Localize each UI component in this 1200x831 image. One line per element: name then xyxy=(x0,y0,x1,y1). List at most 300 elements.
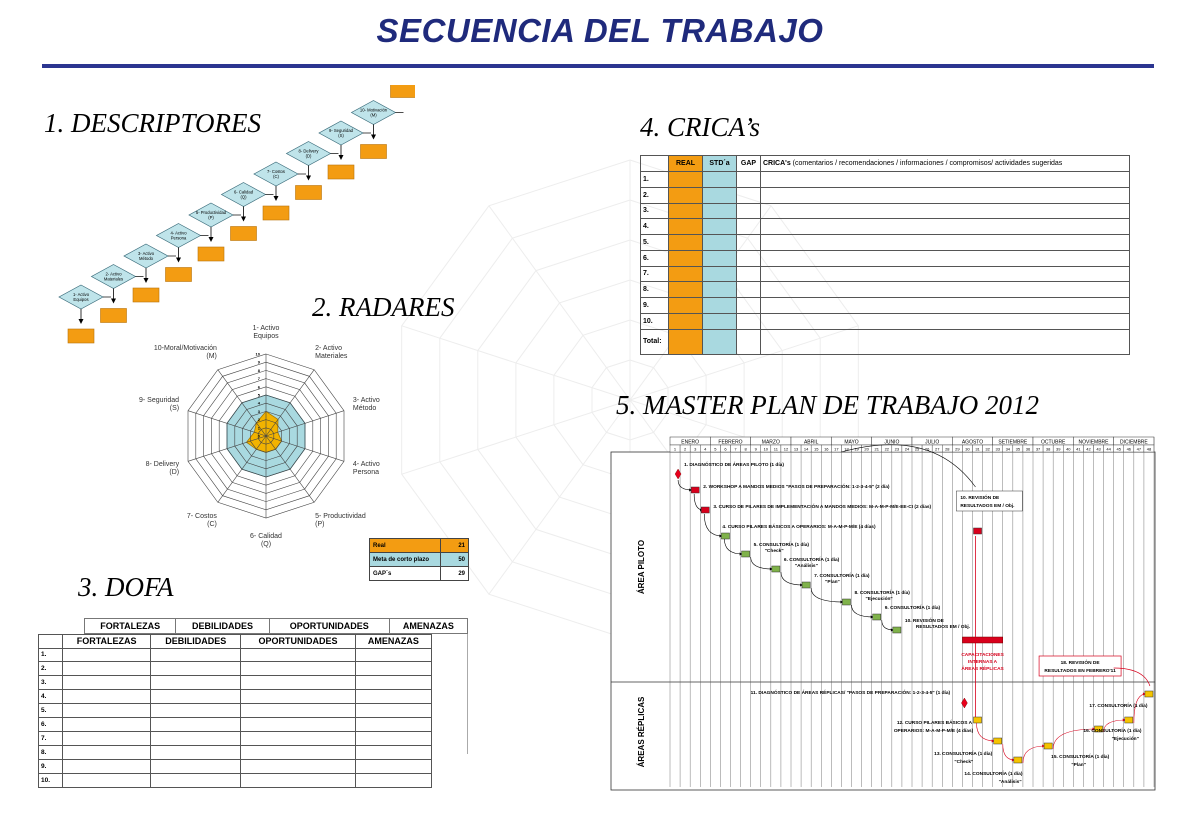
plan-month-label: FEBRERO xyxy=(718,439,743,446)
dofa-table xyxy=(38,634,432,788)
dofa-cell xyxy=(241,676,355,690)
dofa-header: DEBILIDADES xyxy=(151,635,241,649)
crica-cell xyxy=(669,266,703,282)
crica-cell xyxy=(737,203,761,219)
crica-header-comments xyxy=(761,156,1130,172)
crica-cell xyxy=(761,187,1130,203)
title-divider xyxy=(42,64,1154,68)
dofa-cell xyxy=(151,676,241,690)
radar-axis-label-line1: 4- Activo xyxy=(352,461,380,469)
plan-week-number: 34 xyxy=(1005,446,1011,452)
dofa-cell xyxy=(151,746,241,760)
plan-row-label-piloto: ÁREA PILOTO xyxy=(637,539,646,595)
plan-week-number: 36 xyxy=(1025,446,1031,452)
plan-month-label: JUNIO xyxy=(884,439,900,446)
crica-table xyxy=(640,155,1130,355)
crica-cell xyxy=(761,298,1130,314)
crica-cell xyxy=(737,219,761,235)
radar-axis-label-line1: 3- Activo xyxy=(352,396,380,404)
radar-axis-label-line2: Método xyxy=(352,404,377,412)
dofa-row-number: 10. xyxy=(39,773,63,787)
dofa-cell xyxy=(355,746,431,760)
plan-week-number: 23 xyxy=(894,446,900,452)
plan-week-number: 31 xyxy=(975,446,980,452)
descriptor-arrowhead xyxy=(176,258,181,263)
descriptor-label-line1: 3- Activo xyxy=(137,251,155,256)
crica-cell xyxy=(737,298,761,314)
plan-week-number: 5 xyxy=(714,446,717,452)
plan-task-sublabel: "Plan" xyxy=(825,580,840,585)
gap-row-gap xyxy=(370,567,469,581)
radar-axis-label-line2: (Q) xyxy=(260,541,272,548)
dofa-row-number: 5. xyxy=(39,704,63,718)
descriptor-arrowhead xyxy=(79,319,84,324)
descriptor-output-box xyxy=(361,145,387,159)
plan-week-number: 18 xyxy=(844,446,849,452)
radar-tick-label: 3 xyxy=(257,408,260,414)
plan-week-number: 44 xyxy=(1106,446,1111,452)
descriptor-output-box xyxy=(166,268,192,282)
radar-axis-label-line2: (P) xyxy=(315,521,325,529)
dofa-header: FORTALEZAS xyxy=(63,635,151,649)
dofa-cell xyxy=(241,690,355,704)
crica-row xyxy=(641,266,1130,282)
dofa-row xyxy=(39,704,432,718)
crica-cell xyxy=(737,172,761,188)
plan-week-number: 40 xyxy=(1066,446,1071,452)
radar-axis-label-line2: Persona xyxy=(352,469,379,477)
plan-week-number: 2 xyxy=(684,446,687,452)
crica-cell xyxy=(669,187,703,203)
radar-tick-label: 0 xyxy=(257,433,260,439)
dofa-cell xyxy=(151,662,241,676)
plan-capacitaciones-line2: INTERNAS A xyxy=(968,660,998,665)
plan-week-number: 27 xyxy=(934,446,940,452)
crica-row-label: 3. xyxy=(641,203,669,219)
dofa-cell xyxy=(355,704,431,718)
plan-task-label: 2. WORKSHOP A MANDOS MEDIOS "PASOS DE PREPARACIÓN: 1-2-3-4-5" (2 día) xyxy=(703,485,890,490)
dofa-cell xyxy=(241,704,355,718)
plan-bar-red xyxy=(701,507,709,513)
gap-row-meta xyxy=(370,553,469,567)
dofa-cell xyxy=(355,690,431,704)
dofa-cell xyxy=(151,760,241,774)
plan-week-number: 17 xyxy=(834,446,839,452)
plan-week-number: 1 xyxy=(673,446,677,452)
plan-week-number: 21 xyxy=(874,446,879,452)
plan-week-number: 16 xyxy=(824,446,829,452)
dofa-row xyxy=(39,718,432,732)
crica-cell xyxy=(761,203,1130,219)
radar-axis-label-line2: (D) xyxy=(169,469,180,477)
plan-week-number: 33 xyxy=(995,446,1000,452)
dofa-cell xyxy=(241,662,355,676)
master-plan-gantt xyxy=(610,432,1156,792)
dofa-cell xyxy=(63,648,151,662)
section-master-plan-title: 5. MASTER PLAN DE TRABAJO 2012 xyxy=(616,390,1039,420)
dofa-cell xyxy=(63,732,151,746)
plan-bar-capacitaciones xyxy=(962,637,1002,643)
plan-task-sublabel: "Check" xyxy=(954,760,974,765)
crica-header-comments-bold: CRICA's xyxy=(763,160,791,167)
plan-bar-green xyxy=(873,614,881,620)
radar-tick-label: 10 xyxy=(255,351,260,357)
section-cricas-title: 4. CRICA’s xyxy=(640,112,761,142)
plan-week-number: 12 xyxy=(783,446,789,452)
plan-month-label: OCTUBRE xyxy=(1040,439,1066,446)
dofa-row-number: 1. xyxy=(39,648,63,662)
crica-row xyxy=(641,282,1130,298)
plan-week-number: 47 xyxy=(1136,446,1142,452)
dofa-row xyxy=(39,676,432,690)
dofa-cell xyxy=(355,760,431,774)
dofa-row xyxy=(39,690,432,704)
plan-task-sublabel: RESULTADOS EM / Obj. xyxy=(915,625,971,630)
gap-value: 50 xyxy=(441,553,469,567)
crica-row-label: 4. xyxy=(641,219,669,235)
descriptor-label-line2: (M) xyxy=(370,112,377,118)
crica-cell xyxy=(703,266,737,282)
descriptor-output-box xyxy=(133,288,159,302)
descriptor-label-line2: Materiales xyxy=(103,276,124,282)
crica-cell xyxy=(703,203,737,219)
plan-week-number: 45 xyxy=(1116,446,1121,452)
dofa-row xyxy=(39,760,432,774)
gap-label: Real xyxy=(370,539,441,553)
dofa-cell xyxy=(241,718,355,732)
crica-cell xyxy=(737,250,761,266)
crica-row xyxy=(641,172,1130,188)
dofa-header: AMENAZAS xyxy=(355,635,431,649)
dofa-cell xyxy=(355,662,431,676)
plan-task-label: 12. CURSO PILARES BÁSICOS A xyxy=(896,721,973,726)
plan-task-label: 10. REVISIÓN DE xyxy=(904,619,944,624)
descriptor-label-line2: (P) xyxy=(208,215,214,220)
radar-tick-label: 7 xyxy=(257,376,260,382)
dofa-cell xyxy=(355,773,431,787)
dofa-cell xyxy=(63,746,151,760)
plan-task-label: 10. REVISIÓN DE xyxy=(960,496,1000,501)
dofa-row xyxy=(39,648,432,662)
plan-week-number: 10 xyxy=(763,446,769,452)
crica-cell xyxy=(703,282,737,298)
dofa-row xyxy=(39,662,432,676)
crica-row-label: 2. xyxy=(641,187,669,203)
radar-axis-label-line1: 5- Productividad xyxy=(315,513,366,521)
dofa-cell xyxy=(151,732,241,746)
dofa-cell xyxy=(63,718,151,732)
crica-cell xyxy=(737,329,761,354)
plan-bar-green xyxy=(802,582,810,588)
descriptor-label-line1: 4- Activo xyxy=(170,230,187,236)
plan-bar-green xyxy=(893,627,901,633)
watermark-spoke xyxy=(489,400,630,594)
plan-task-label: 8. CONSULTORÍA (1 día) xyxy=(854,591,910,596)
plan-bar-yellow xyxy=(1145,691,1153,697)
dofa-cell xyxy=(241,760,355,774)
section-descriptores-title: 1. DESCRIPTORES xyxy=(44,108,261,138)
plan-task-sublabel: "Análisis" xyxy=(794,564,818,569)
crica-header-real: REAL xyxy=(669,156,703,172)
gap-row-real xyxy=(370,539,469,553)
dofa-cell xyxy=(151,773,241,787)
plan-task-sublabel: "Check" xyxy=(764,549,784,554)
dofa-back-table xyxy=(84,618,468,634)
crica-cell xyxy=(669,329,703,354)
dofa-cell xyxy=(63,773,151,787)
descriptor-label-line1: 10- Motivación xyxy=(359,107,388,113)
dofa-cell xyxy=(355,718,431,732)
crica-row-label: 9. xyxy=(641,298,669,314)
crica-row-label: 1. xyxy=(641,172,669,188)
plan-bar-red xyxy=(691,487,699,493)
crica-header-gap: GAP xyxy=(737,156,761,172)
descriptor-label-line2: (C) xyxy=(273,174,279,179)
plan-bar-red xyxy=(974,528,982,534)
dofa-corner xyxy=(39,635,63,649)
plan-task-label: 6. CONSULTORÍA (1 día) xyxy=(783,558,840,563)
plan-week-number: 19 xyxy=(854,446,859,452)
crica-corner xyxy=(641,156,669,172)
descriptor-label-line1: 2- Activo xyxy=(105,271,122,277)
dofa-cell xyxy=(63,662,151,676)
crica-row xyxy=(641,298,1130,314)
descriptor-output-box xyxy=(263,206,289,220)
crica-cell xyxy=(669,298,703,314)
dofa-row-number: 3. xyxy=(39,676,63,690)
watermark-spoke xyxy=(489,206,630,400)
descriptor-label-line1: 5- Productividad xyxy=(195,210,227,215)
plan-task-label: OPERARIOS: M-A-M-P-M/E (4 días) xyxy=(893,729,974,734)
crica-cell xyxy=(703,313,737,329)
plan-week-number: 46 xyxy=(1126,446,1132,452)
descriptor-output-box xyxy=(328,165,354,179)
radar-axis-label-line1: 2- Activo xyxy=(315,344,342,352)
plan-bar-green xyxy=(772,566,780,572)
crica-header-comments-rest: (comentarios / recomendaciones / informaciones / compromisos/ actividades sugeridas xyxy=(790,160,1063,167)
crica-row-label: 8. xyxy=(641,282,669,298)
plan-task-sublabel: "Plan" xyxy=(1071,763,1087,768)
plan-week-number: 8 xyxy=(744,446,747,452)
radar-axis-label-line2: Equipos xyxy=(253,333,279,340)
crica-cell xyxy=(669,203,703,219)
dofa-row xyxy=(39,773,432,787)
plan-task-label: 7. CONSULTORÍA (1 día) xyxy=(814,574,870,579)
plan-capacitaciones-line3: ÁREAS RÉPLICAS xyxy=(961,667,1004,672)
dofa-cell xyxy=(151,718,241,732)
plan-week-number: 26 xyxy=(924,446,930,452)
descriptor-arrowhead xyxy=(241,217,246,222)
plan-bar-yellow xyxy=(1014,757,1022,763)
dofa-row xyxy=(39,732,432,746)
plan-task-sublabel: "Ejecución" xyxy=(865,597,893,602)
descriptor-arrowhead xyxy=(339,155,344,160)
descriptor-label-line2: Persona xyxy=(170,235,187,241)
plan-week-number: 11 xyxy=(773,446,778,452)
dofa-row-number: 9. xyxy=(39,760,63,774)
plan-revision-feb-line2: RESULTADOS EN FEBRERO'11 xyxy=(1044,669,1116,674)
gap-label: GAP´s xyxy=(370,567,441,581)
plan-week-number: 38 xyxy=(1045,446,1051,452)
dofa-cell xyxy=(63,760,151,774)
crica-cell xyxy=(761,282,1130,298)
dofa-header: OPORTUNIDADES xyxy=(241,635,355,649)
crica-row xyxy=(641,219,1130,235)
plan-month-label: ABRIL xyxy=(803,439,819,446)
plan-task-sublabel: "Análisis" xyxy=(998,780,1022,785)
plan-week-number: 14 xyxy=(803,446,809,452)
plan-week-number: 3 xyxy=(694,446,697,452)
radar-chart xyxy=(120,318,410,558)
radar-tick-label: 2 xyxy=(257,417,260,423)
plan-week-number: 29 xyxy=(955,446,960,452)
descriptor-arrowhead xyxy=(306,176,311,181)
plan-week-number: 32 xyxy=(985,446,990,452)
crica-cell xyxy=(703,172,737,188)
radar-axis-label-line1: 7- Costos xyxy=(186,513,217,521)
plan-week-number: 20 xyxy=(864,446,869,452)
crica-cell xyxy=(669,219,703,235)
plan-month-label: ENERO xyxy=(681,439,700,446)
crica-row xyxy=(641,187,1130,203)
gap-value: 29 xyxy=(441,567,469,581)
plan-week-number: 28 xyxy=(945,446,950,452)
plan-task-label: 17. CONSULTORÍA (1 día) xyxy=(1089,704,1148,709)
plan-task-label: RESULTADOS EM / Obj. xyxy=(960,504,1015,509)
dofa-row-number: 4. xyxy=(39,690,63,704)
descriptor-label-line2: (D) xyxy=(305,153,312,159)
crica-cell xyxy=(669,313,703,329)
plan-week-number: 25 xyxy=(914,446,920,452)
crica-row-label: 10. xyxy=(641,313,669,329)
descriptor-arrowhead xyxy=(274,196,279,201)
crica-cell xyxy=(761,235,1130,251)
descriptor-output-box xyxy=(296,186,322,200)
descriptor-label-line1: 7- Costos xyxy=(267,169,285,174)
radar-axis-label-line1: 9- Seguridad xyxy=(138,396,180,404)
descriptor-arrowhead xyxy=(209,237,214,242)
plan-week-number: 43 xyxy=(1096,446,1101,452)
crica-cell xyxy=(737,187,761,203)
plan-week-number: 48 xyxy=(1146,446,1152,452)
descriptor-arrowhead xyxy=(371,135,376,140)
plan-month-label: DICIEMBRE xyxy=(1119,439,1148,446)
plan-week-number: 37 xyxy=(1035,446,1041,452)
dofa-row-number: 2. xyxy=(39,662,63,676)
dofa-cell xyxy=(151,648,241,662)
radar-tick-label: 8 xyxy=(257,367,260,373)
dofa-cell xyxy=(63,690,151,704)
plan-week-number: 35 xyxy=(1015,446,1021,452)
dofa-cell xyxy=(151,690,241,704)
plan-week-number: 22 xyxy=(884,446,890,452)
dofa-back-header: AMENAZAS xyxy=(389,619,467,634)
radar-tick-label: 6 xyxy=(257,384,260,390)
plan-month-label: MAYO xyxy=(844,439,859,446)
dofa-cell xyxy=(63,676,151,690)
crica-cell xyxy=(669,235,703,251)
dofa-cell xyxy=(241,746,355,760)
dofa-cell xyxy=(63,704,151,718)
crica-row xyxy=(641,235,1130,251)
plan-task-sublabel: "Ejecución" xyxy=(1111,737,1139,742)
descriptor-label-line1: 8- Delivery xyxy=(298,148,319,154)
crica-row-label: 5. xyxy=(641,235,669,251)
descriptor-final-box xyxy=(391,85,416,98)
plan-task-label: 16. CONSULTORÍA (1 día) xyxy=(1083,729,1142,734)
descriptor-label-line2: (Q) xyxy=(240,194,247,200)
crica-row xyxy=(641,313,1130,329)
plan-task-label: 15. CONSULTORÍA (1 día) xyxy=(1051,755,1110,760)
crica-cell xyxy=(761,266,1130,282)
crica-row xyxy=(641,250,1130,266)
plan-row-label-replicas: ÁREAS RÉPLICAS xyxy=(637,696,646,768)
crica-cell xyxy=(669,250,703,266)
dofa-row xyxy=(39,746,432,760)
descriptores-staircase xyxy=(55,85,415,350)
plan-month-label: NOVIEMBRE xyxy=(1078,439,1109,446)
crica-row-label: Total: xyxy=(641,329,669,354)
dofa-cell xyxy=(241,648,355,662)
plan-bar-yellow xyxy=(994,738,1002,744)
gap-label: Meta de corto plazo xyxy=(370,553,441,567)
crica-cell xyxy=(703,329,737,354)
dofa-back-header: OPORTUNIDADES xyxy=(269,619,389,634)
plan-bar-yellow xyxy=(1044,743,1052,749)
descriptor-output-box xyxy=(198,247,224,261)
section-radares-title: 2. RADARES xyxy=(312,292,455,322)
dofa-cell xyxy=(355,648,431,662)
plan-task-label: 9. CONSULTORÍA (1 día) xyxy=(884,606,941,611)
plan-task-label: 1. DIAGNÓSTICO DE ÁREAS PILOTO (1 día) xyxy=(684,463,784,468)
crica-row xyxy=(641,203,1130,219)
crica-cell xyxy=(737,282,761,298)
plan-week-number: 41 xyxy=(1076,446,1081,452)
section-dofa-title: 3. DOFA xyxy=(78,572,174,602)
dofa-row-number: 7. xyxy=(39,732,63,746)
descriptor-label-line2: Método xyxy=(139,256,153,261)
descriptor-output-box xyxy=(231,227,257,241)
plan-month-label: SETIEMBRE xyxy=(998,439,1028,446)
dofa-back-header: DEBILIDADES xyxy=(176,619,269,634)
dofa-cell xyxy=(151,704,241,718)
plan-bar-green xyxy=(742,551,750,557)
dofa-row-number: 6. xyxy=(39,718,63,732)
descriptor-label-line1: 1- Activo xyxy=(72,292,90,297)
descriptor-arrowhead xyxy=(144,278,149,283)
crica-cell xyxy=(737,313,761,329)
plan-week-number: 9 xyxy=(754,446,757,452)
crica-cell xyxy=(703,298,737,314)
plan-revision-feb-line1: 18. REVISIÓN DE xyxy=(1060,661,1100,666)
crica-cell xyxy=(761,219,1130,235)
radar-tick-label: 4 xyxy=(257,400,260,406)
plan-week-number: 39 xyxy=(1055,446,1061,452)
plan-bar-green xyxy=(842,599,850,605)
radar-tick-label: 1 xyxy=(257,425,260,431)
crica-cell xyxy=(703,250,737,266)
radar-tick-label: 5 xyxy=(257,392,260,398)
plan-week-number: 13 xyxy=(793,446,799,452)
dofa-row-number: 8. xyxy=(39,746,63,760)
descriptor-output-box xyxy=(68,329,94,343)
plan-bar-yellow xyxy=(1125,717,1133,723)
dofa-cell xyxy=(241,732,355,746)
plan-task-label: 13. CONSULTORÍA (1 día) xyxy=(934,752,993,757)
plan-capacitaciones-line1: CAPACITACIONES xyxy=(961,653,1004,658)
plan-task-label: 4. CURSO PILARES BÁSICOS A OPERARIOS: M-A-M-P-M/E (4 días) xyxy=(722,525,876,530)
plan-week-number: 42 xyxy=(1086,446,1091,452)
